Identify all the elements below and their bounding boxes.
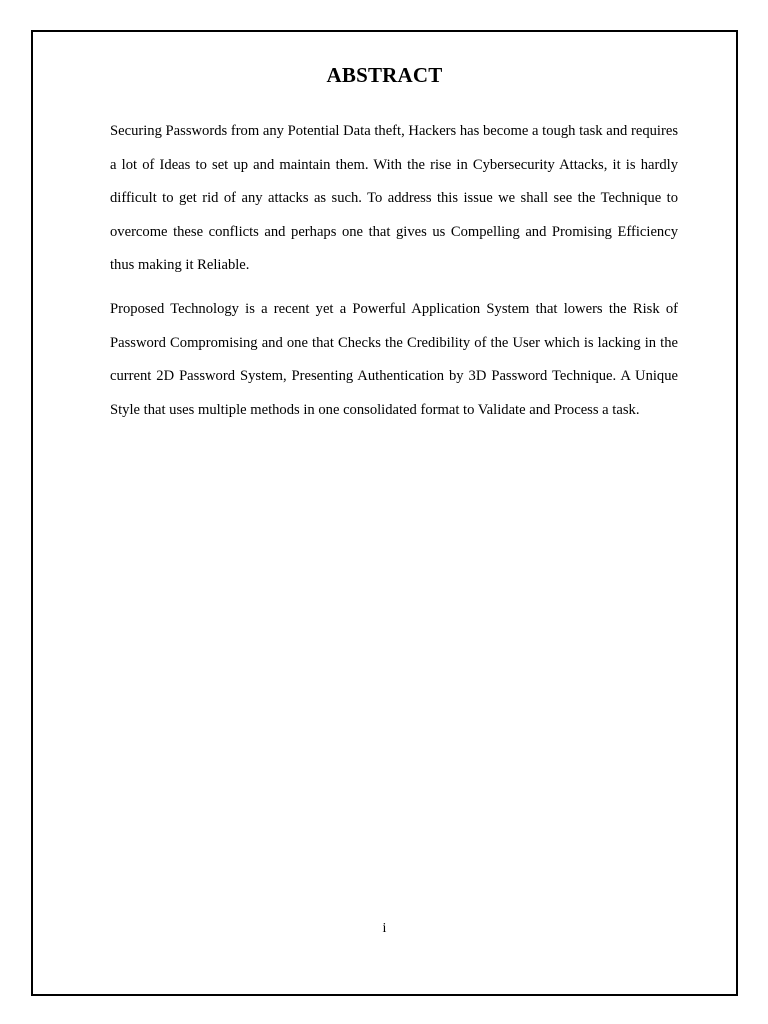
- abstract-paragraph-1: Securing Passwords from any Potential Data theft, Hackers has become a tough task and requires a lot of Ideas to set up and maintain them. With the rise in Cybersecurity Attacks, it is hardly difficult to get rid of any attacks as such. To address this issue we shall see the Technique to overcome these conflicts and perhaps one that gives us Compelling and Promising Efficiency thus making it Reliable.: [110, 123, 678, 274]
- abstract-paragraph-2: Proposed Technology is a recent yet a Powerful Application System that lowers the Risk of Password Compromising and one that Checks the Credibility of the User which is lacking in the current 2D Password System, Presenting Authentication by 3D Password Technique. A Unique Style that uses multiple methods in one consolidated format to Validate and Process a task.: [110, 301, 678, 418]
- page-title: ABSTRACT: [326, 63, 443, 87]
- page-border: [31, 30, 738, 996]
- page-number: i: [382, 921, 387, 936]
